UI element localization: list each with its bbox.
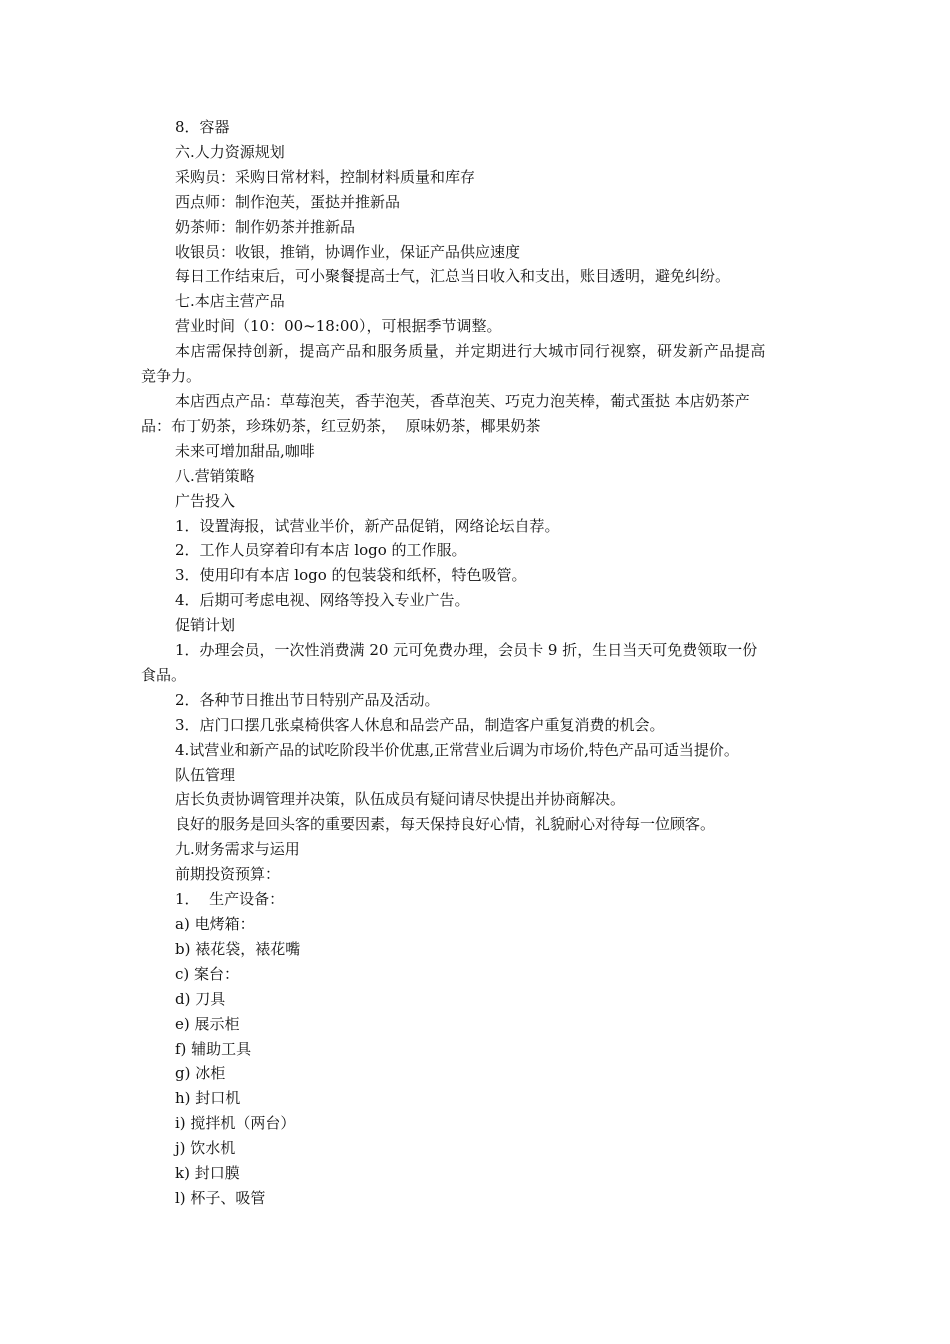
text-line: 未来可增加甜品,咖啡 xyxy=(175,441,315,460)
text-line: 每日工作结束后，可小聚餐提高士气，汇总当日收入和支出，账目透明，避免纠纷。 xyxy=(175,267,731,286)
text-line: k) 封口膜 xyxy=(175,1164,240,1183)
text-line: 3．店门口摆几张桌椅供客人休息和品尝产品，制造客户重复消费的机会。 xyxy=(175,715,665,734)
text-line: 队伍管理 xyxy=(175,765,236,784)
text-line: 西点师：制作泡芙，蛋挞并推新品 xyxy=(175,192,401,211)
text-line: 营业时间（10：00~18:00），可根据季节调整。 xyxy=(175,317,502,336)
text-line: a) 电烤箱： xyxy=(175,915,255,933)
text-line: 本店需保持创新，提高产品和服务质量，并定期进行大城市同行视察，研发新产品提高 xyxy=(175,342,766,361)
text-line: 店长负责协调管理并决策，队伍成员有疑问请尽快提出并协商解决。 xyxy=(175,790,626,809)
document-body xyxy=(141,115,813,1211)
text-line: j) 饮水机 xyxy=(175,1139,236,1158)
paragraph-continuation: 竞争力。 xyxy=(141,367,202,386)
text-line: 前期投资预算： xyxy=(175,865,281,884)
text-line: f) 辅助工具 xyxy=(175,1039,252,1058)
text-line: 七.本店主营产品 xyxy=(175,292,285,311)
text-line: 收银员：收银，推销，协调作业，保证产品供应速度 xyxy=(175,242,521,261)
text-line: 九.财务需求与运用 xyxy=(175,840,300,859)
text-line: 1．设置海报，试营业半价，新产品促销，网络论坛自荐。 xyxy=(175,516,560,535)
text-line: 4．后期可考虑电视、网络等投入专业广告。 xyxy=(175,591,470,610)
text-line: 4.试营业和新产品的试吃阶段半价优惠,正常营业后调为市场价,特色产品可适当提价。 xyxy=(175,740,739,759)
text-line: b) 裱花袋，裱花嘴 xyxy=(175,939,301,958)
text-line: 八.营销策略 xyxy=(175,466,255,485)
text-line: 2．各种节日推出节日特别产品及活动。 xyxy=(175,690,440,709)
text-line: 广告投入 xyxy=(175,491,236,510)
text-line: l) 杯子、吸管 xyxy=(175,1188,266,1207)
text-line: e) 展示柜 xyxy=(175,1014,240,1033)
text-line: 促销计划 xyxy=(175,616,236,635)
text-line: g) 冰柜 xyxy=(175,1064,226,1083)
text-line: d) 刀具 xyxy=(175,989,226,1008)
text-line: 六.人力资源规划 xyxy=(175,142,285,161)
text-line: 1． 生产设备： xyxy=(175,890,285,909)
text-line: 8．容器 xyxy=(175,118,230,136)
text-line: h) 封口机 xyxy=(175,1089,241,1108)
text-line: 奶茶师：制作奶茶并推新品 xyxy=(175,217,356,236)
text-line: 采购员：采购日常材料，控制材料质量和库存 xyxy=(175,167,476,186)
text-line: 良好的服务是回头客的重要因素，每天保持良好心情，礼貌耐心对待每一位顾客。 xyxy=(175,815,716,834)
paragraph-continuation: 食品。 xyxy=(141,665,187,684)
paragraph-continuation: 品：布丁奶茶，珍珠奶茶，红豆奶茶， 原味奶茶，椰果奶茶 xyxy=(141,416,541,435)
text-line: c) 案台： xyxy=(175,964,240,983)
text-line: i) 搅拌机（两台） xyxy=(175,1114,296,1133)
text-line: 2．工作人员穿着印有本店 logo 的工作服。 xyxy=(175,541,467,560)
text-line: 1．办理会员，一次性消费满 20 元可免费办理，会员卡 9 折，生日当天可免费领取一份 xyxy=(175,641,758,660)
text-line: 3．使用印有本店 logo 的包装袋和纸杯，特色吸管。 xyxy=(175,566,527,585)
text-line: 本店西点产品：草莓泡芙，香芋泡芙，香草泡芙、巧克力泡芙棒，葡式蛋挞 本店奶茶产 xyxy=(175,391,750,410)
